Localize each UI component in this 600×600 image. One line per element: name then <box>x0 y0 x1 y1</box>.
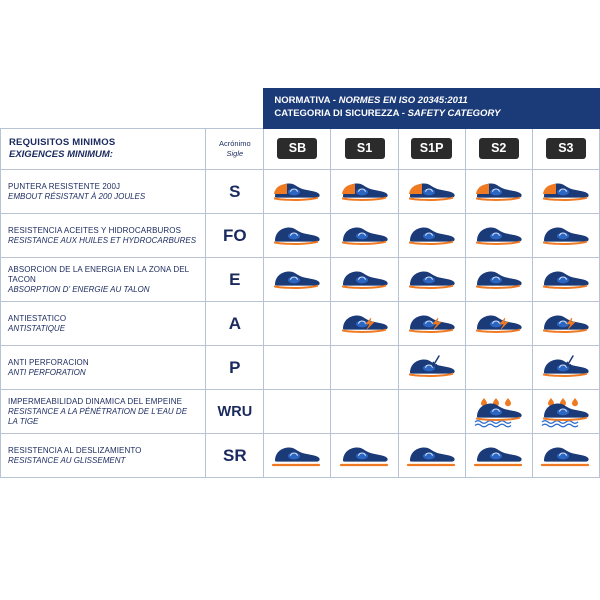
requirement-fr: RESISTANCE A LA PÉNÉTRATION DE L'EAU DE LA TIGE <box>8 406 188 426</box>
matrix-cell-toe <box>398 170 465 214</box>
acronym-it: Sigle <box>226 148 244 158</box>
water-shoe-icon <box>533 395 599 429</box>
pierce-shoe-icon <box>533 351 599 385</box>
requisitos-header <box>1 128 206 170</box>
shoe-shoe-icon <box>466 219 532 253</box>
toe-shoe-icon <box>466 175 532 209</box>
requirement-es: RESISTENCIA AL DESLIZAMIENTO <box>8 445 142 455</box>
matrix-cell-slip <box>465 434 532 478</box>
requisitos-es: REQUISITOS MINIMOS <box>9 136 116 148</box>
safety-category-label: SAFETY CATEGORY <box>407 107 501 119</box>
requirement-es: RESISTENCIA ACEITES Y HIDROCARBUROS <box>8 225 182 235</box>
category-chip: S1P <box>411 138 453 159</box>
requirement-acronym: P <box>206 346 264 390</box>
requirement-description <box>1 302 206 346</box>
matrix-cell-empty <box>264 346 331 390</box>
matrix-cell-empty <box>264 302 331 346</box>
matrix-cell-shoe <box>331 214 398 258</box>
shoe-shoe-icon <box>533 219 599 253</box>
requirement-fr: RESISTANCE AU GLISSEMENT <box>8 455 126 465</box>
requirement-fr: EMBOUT RÉSISTANT À 200 JOULES <box>8 191 146 201</box>
header-spacer <box>1 89 206 129</box>
matrix-cell-toe <box>331 170 398 214</box>
shoe-shoe-icon <box>399 219 465 253</box>
matrix-cell-empty <box>331 390 398 434</box>
matrix-cell-slip <box>331 434 398 478</box>
requirement-row <box>1 302 600 346</box>
shoe-shoe-icon <box>533 263 599 297</box>
matrix-cell-shoe <box>398 214 465 258</box>
matrix-cell-empty <box>398 390 465 434</box>
matrix-cell-antistatic <box>532 302 599 346</box>
requirement-fr: RESISTANCE AUX HUILES ET HYDROCARBURES <box>8 235 197 245</box>
requirement-es: ABSORCION DE LA ENERGIA EN LA ZONA DEL TACON <box>8 264 189 284</box>
requirement-acronym: E <box>206 258 264 302</box>
matrix-cell-toe <box>465 170 532 214</box>
matrix-cell-antistatic <box>331 302 398 346</box>
antistatic-shoe-icon <box>331 307 397 341</box>
slip-shoe-icon <box>533 439 599 473</box>
matrix-cell-pierce <box>532 346 599 390</box>
slip-shoe-icon <box>466 439 532 473</box>
toe-shoe-icon <box>331 175 397 209</box>
requirement-acronym: SR <box>206 434 264 478</box>
matrix-cell-shoe <box>264 214 331 258</box>
shoe-shoe-icon <box>331 219 397 253</box>
requirement-row <box>1 214 600 258</box>
requirement-description <box>1 434 206 478</box>
requirement-acronym: S <box>206 170 264 214</box>
requirement-description <box>1 214 206 258</box>
shoe-shoe-icon <box>331 263 397 297</box>
requirement-fr: ANTISTATIQUE <box>8 323 66 333</box>
matrix-cell-slip <box>398 434 465 478</box>
category-chip: S1 <box>345 138 385 159</box>
categoria-label: CATEGORIA DI SICUREZZA - <box>274 107 408 119</box>
category-header-sb <box>264 128 331 170</box>
category-header-s1p <box>398 128 465 170</box>
slip-shoe-icon <box>331 439 397 473</box>
matrix-cell-toe <box>264 170 331 214</box>
matrix-cell-shoe <box>465 258 532 302</box>
matrix-cell-slip <box>264 434 331 478</box>
matrix-cell-empty <box>264 390 331 434</box>
category-chip: S2 <box>479 138 519 159</box>
matrix-cell-empty <box>465 346 532 390</box>
matrix-cell-shoe <box>264 258 331 302</box>
pierce-shoe-icon <box>399 351 465 385</box>
matrix-cell-water <box>532 390 599 434</box>
requirement-acronym: FO <box>206 214 264 258</box>
requisitos-fr: EXIGENCES MINIMUM: <box>9 148 113 160</box>
requirement-description <box>1 390 206 434</box>
safety-category-table <box>0 88 600 478</box>
normativa-label: NORMATIVA - <box>274 95 339 106</box>
requirement-fr: ABSORPTION D' ENERGIE AU TALON <box>8 284 150 294</box>
category-header-s2 <box>465 128 532 170</box>
slip-shoe-icon <box>264 439 330 473</box>
antistatic-shoe-icon <box>399 307 465 341</box>
shoe-shoe-icon <box>466 263 532 297</box>
requirement-fr: ANTI PERFORATION <box>8 367 86 377</box>
antistatic-shoe-icon <box>466 307 532 341</box>
shoe-shoe-icon <box>264 219 330 253</box>
toe-shoe-icon <box>533 175 599 209</box>
slip-shoe-icon <box>399 439 465 473</box>
matrix-cell-shoe <box>465 214 532 258</box>
matrix-cell-shoe <box>331 258 398 302</box>
requirement-acronym: A <box>206 302 264 346</box>
matrix-cell-antistatic <box>465 302 532 346</box>
matrix-table <box>0 88 600 478</box>
category-header-s3 <box>532 128 599 170</box>
water-shoe-icon <box>466 395 532 429</box>
requirement-row <box>1 346 600 390</box>
matrix-cell-pierce <box>398 346 465 390</box>
requirement-es: IMPERMEABILIDAD DINAMICA DEL EMPEINE <box>8 396 183 406</box>
shoe-shoe-icon <box>264 263 330 297</box>
toe-shoe-icon <box>264 175 330 209</box>
requirement-es: ANTIESTATICO <box>8 313 67 323</box>
column-head-row <box>1 128 600 170</box>
requirement-row <box>1 258 600 302</box>
matrix-cell-shoe <box>532 214 599 258</box>
requirement-row <box>1 170 600 214</box>
matrix-cell-shoe <box>398 258 465 302</box>
matrix-cell-antistatic <box>398 302 465 346</box>
normativa-standard: NORMES EN ISO 20345:2011 <box>338 95 468 106</box>
shoe-shoe-icon <box>399 263 465 297</box>
matrix-cell-water <box>465 390 532 434</box>
requirement-description <box>1 258 206 302</box>
toe-shoe-icon <box>399 175 465 209</box>
requirement-row <box>1 390 600 434</box>
category-chip: S3 <box>546 138 586 159</box>
acronym-header <box>206 128 264 170</box>
antistatic-shoe-icon <box>533 307 599 341</box>
requirement-acronym: WRU <box>206 390 264 434</box>
category-chip: SB <box>277 138 317 159</box>
matrix-cell-toe <box>532 170 599 214</box>
requirement-description <box>1 170 206 214</box>
normativa-header <box>264 89 600 129</box>
header-band-row <box>1 89 600 129</box>
acronym-es: Acrónimo <box>219 138 251 148</box>
category-header-s1 <box>331 128 398 170</box>
requirement-description <box>1 346 206 390</box>
header-spacer-2 <box>206 89 264 129</box>
requirement-es: ANTI PERFORACION <box>8 357 89 367</box>
matrix-cell-shoe <box>532 258 599 302</box>
requirement-es: PUNTERA RESISTENTE 200J <box>8 181 121 191</box>
requirement-row <box>1 434 600 478</box>
matrix-cell-empty <box>331 346 398 390</box>
matrix-cell-slip <box>532 434 599 478</box>
